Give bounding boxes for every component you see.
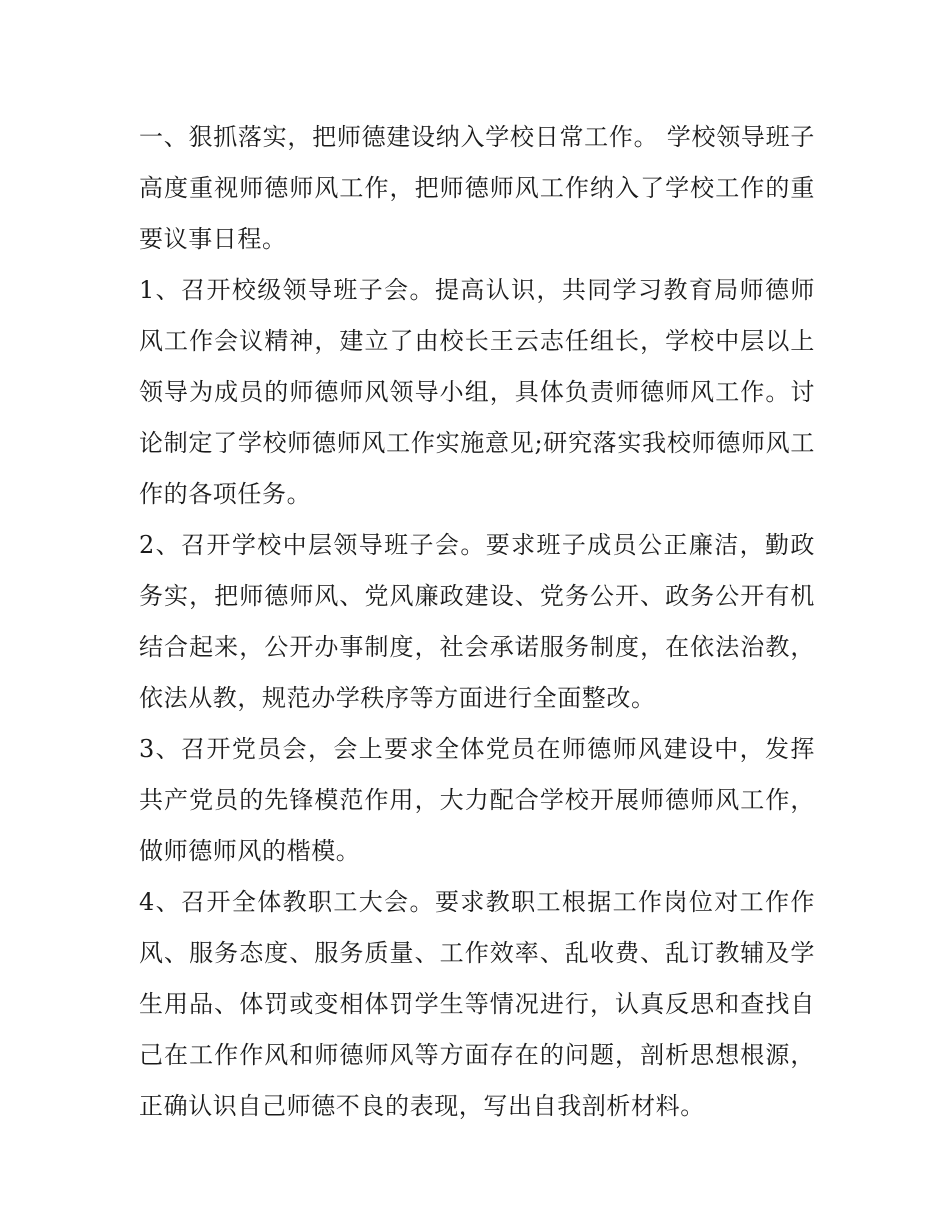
paragraph-item-3: 3、召开党员会，会上要求全体党员在师德师风建设中，发挥共产党员的先锋模范作用，大力配合学校开展师德师风工作，做师德师风的楷模。 (139, 735, 815, 865)
paragraph-item-2: 2、召开学校中层领导班子会。要求班子成员公正廉洁，勤政务实，把师德师风、党风廉政建设、党务公开、政务公开有机结合起来，公开办事制度，社会承诺服务制度，在依法治教，依法从教，规范办学秩序等方面进行全面整改。 (139, 531, 815, 712)
document-page (139, 112, 815, 1132)
paragraph-item-1: 1、召开校级领导班子会。提高认识，共同学习教育局师德师风工作会议精神，建立了由校长王云志任组长，学校中层以上领导为成员的师德师风领导小组，具体负责师德师风工作。讨论制定了学校师德师风工作实施意见;研究落实我校师德师风工作的各项任务。 (139, 276, 815, 508)
paragraph-item-4: 4、召开全体教职工大会。要求教职工根据工作岗位对工作作风、服务态度、服务质量、工作效率、乱收费、乱订教辅及学生用品、体罚或变相体罚学生等情况进行，认真反思和查找自己在工作作风和师德师风等方面存在的问题，剖析思想根源，正确认识自己师德不良的表现，写出自我剖析材料。 (139, 888, 815, 1120)
paragraph-section-one: 一、狠抓落实，把师德建设纳入学校日常工作。 学校领导班子高度重视师德师风工作，把师德师风工作纳入了学校工作的重要议事日程。 (139, 123, 815, 253)
